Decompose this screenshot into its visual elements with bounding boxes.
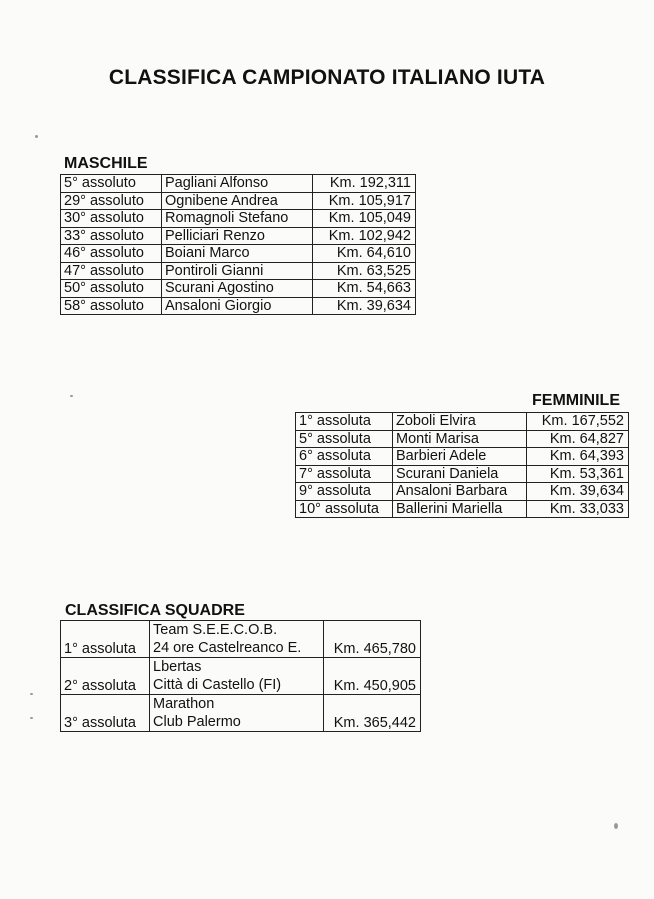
femminile-table	[295, 412, 629, 518]
team-name-line1: Team S.E.E.C.O.B.	[153, 622, 278, 638]
maschile-row	[61, 280, 416, 298]
name-cell: Monti Marisa	[393, 430, 527, 448]
name-cell: Romagnoli Stefano	[162, 210, 313, 228]
maschile-row	[61, 227, 416, 245]
position-cell: 6° assoluta	[296, 448, 393, 466]
position-cell: 1° assoluta	[61, 621, 150, 658]
name-cell: Pontiroli Gianni	[162, 262, 313, 280]
position-cell: 29° assoluto	[61, 192, 162, 210]
name-cell: Scurani Daniela	[393, 465, 527, 483]
scan-speck	[614, 823, 618, 829]
distance-cell: Km. 102,942	[313, 227, 416, 245]
scan-speck	[35, 135, 38, 138]
name-cell: Boiani Marco	[162, 245, 313, 263]
squadre-row	[61, 695, 421, 732]
distance-cell: Km. 167,552	[527, 413, 629, 431]
squadre-row	[61, 658, 421, 695]
position-cell: 30° assoluto	[61, 210, 162, 228]
distance-cell: Km. 105,049	[313, 210, 416, 228]
name-cell: Ansaloni Giorgio	[162, 297, 313, 315]
squadre-table	[60, 620, 421, 732]
position-cell: 7° assoluta	[296, 465, 393, 483]
name-cell: Ballerini Mariella	[393, 500, 527, 518]
position-cell: 10° assoluta	[296, 500, 393, 518]
distance-cell: Km. 39,634	[313, 297, 416, 315]
maschile-row	[61, 210, 416, 228]
position-cell: 2° assoluta	[61, 658, 150, 695]
scan-speck	[30, 693, 33, 695]
femminile-row	[296, 430, 629, 448]
distance-cell: Km. 105,917	[313, 192, 416, 210]
distance-cell: Km. 54,663	[313, 280, 416, 298]
position-cell: 46° assoluto	[61, 245, 162, 263]
maschile-row	[61, 262, 416, 280]
position-cell: 5° assoluta	[296, 430, 393, 448]
distance-cell: Km. 53,361	[527, 465, 629, 483]
name-cell: Scurani Agostino	[162, 280, 313, 298]
position-cell: 9° assoluta	[296, 483, 393, 501]
distance-cell: Km. 192,311	[313, 175, 416, 193]
distance-cell: Km. 64,393	[527, 448, 629, 466]
maschile-table	[60, 174, 416, 315]
distance-cell: Km. 63,525	[313, 262, 416, 280]
scan-speck	[70, 395, 73, 397]
name-cell: Ognibene Andrea	[162, 192, 313, 210]
name-cell: Ansaloni Barbara	[393, 483, 527, 501]
maschile-row	[61, 175, 416, 193]
name-cell: Pagliani Alfonso	[162, 175, 313, 193]
femminile-row	[296, 413, 629, 431]
squadre-heading: CLASSIFICA SQUADRE	[65, 602, 245, 619]
name-cell: Pelliciari Renzo	[162, 227, 313, 245]
page-title: CLASSIFICA CAMPIONATO ITALIANO IUTA	[108, 66, 546, 89]
team-name-line2: 24 ore Castelreanco E.	[153, 640, 302, 656]
femminile-row	[296, 483, 629, 501]
team-name-cell	[150, 658, 324, 695]
name-cell: Zoboli Elvira	[393, 413, 527, 431]
femminile-row	[296, 465, 629, 483]
team-name-cell	[150, 695, 324, 732]
distance-cell: Km. 465,780	[324, 621, 421, 658]
position-cell: 58° assoluto	[61, 297, 162, 315]
maschile-heading: MASCHILE	[64, 155, 148, 172]
maschile-row	[61, 297, 416, 315]
name-cell: Barbieri Adele	[393, 448, 527, 466]
distance-cell: Km. 33,033	[527, 500, 629, 518]
maschile-row	[61, 245, 416, 263]
position-cell: 33° assoluto	[61, 227, 162, 245]
position-cell: 5° assoluto	[61, 175, 162, 193]
femminile-row	[296, 448, 629, 466]
team-name-line1: Marathon	[153, 696, 215, 712]
maschile-row	[61, 192, 416, 210]
femminile-heading: FEMMINILE	[532, 392, 620, 409]
distance-cell: Km. 450,905	[324, 658, 421, 695]
position-cell: 1° assoluta	[296, 413, 393, 431]
position-cell: 50° assoluto	[61, 280, 162, 298]
team-name-line2: Club Palermo	[153, 714, 241, 730]
team-name-cell	[150, 621, 324, 658]
position-cell: 47° assoluto	[61, 262, 162, 280]
distance-cell: Km. 365,442	[324, 695, 421, 732]
scan-speck	[30, 717, 33, 719]
squadre-row	[61, 621, 421, 658]
distance-cell: Km. 64,610	[313, 245, 416, 263]
team-name-line2: Città di Castello (FI)	[153, 677, 282, 693]
team-name-line1: Lbertas	[153, 659, 202, 675]
distance-cell: Km. 39,634	[527, 483, 629, 501]
distance-cell: Km. 64,827	[527, 430, 629, 448]
position-cell: 3° assoluta	[61, 695, 150, 732]
femminile-row	[296, 500, 629, 518]
